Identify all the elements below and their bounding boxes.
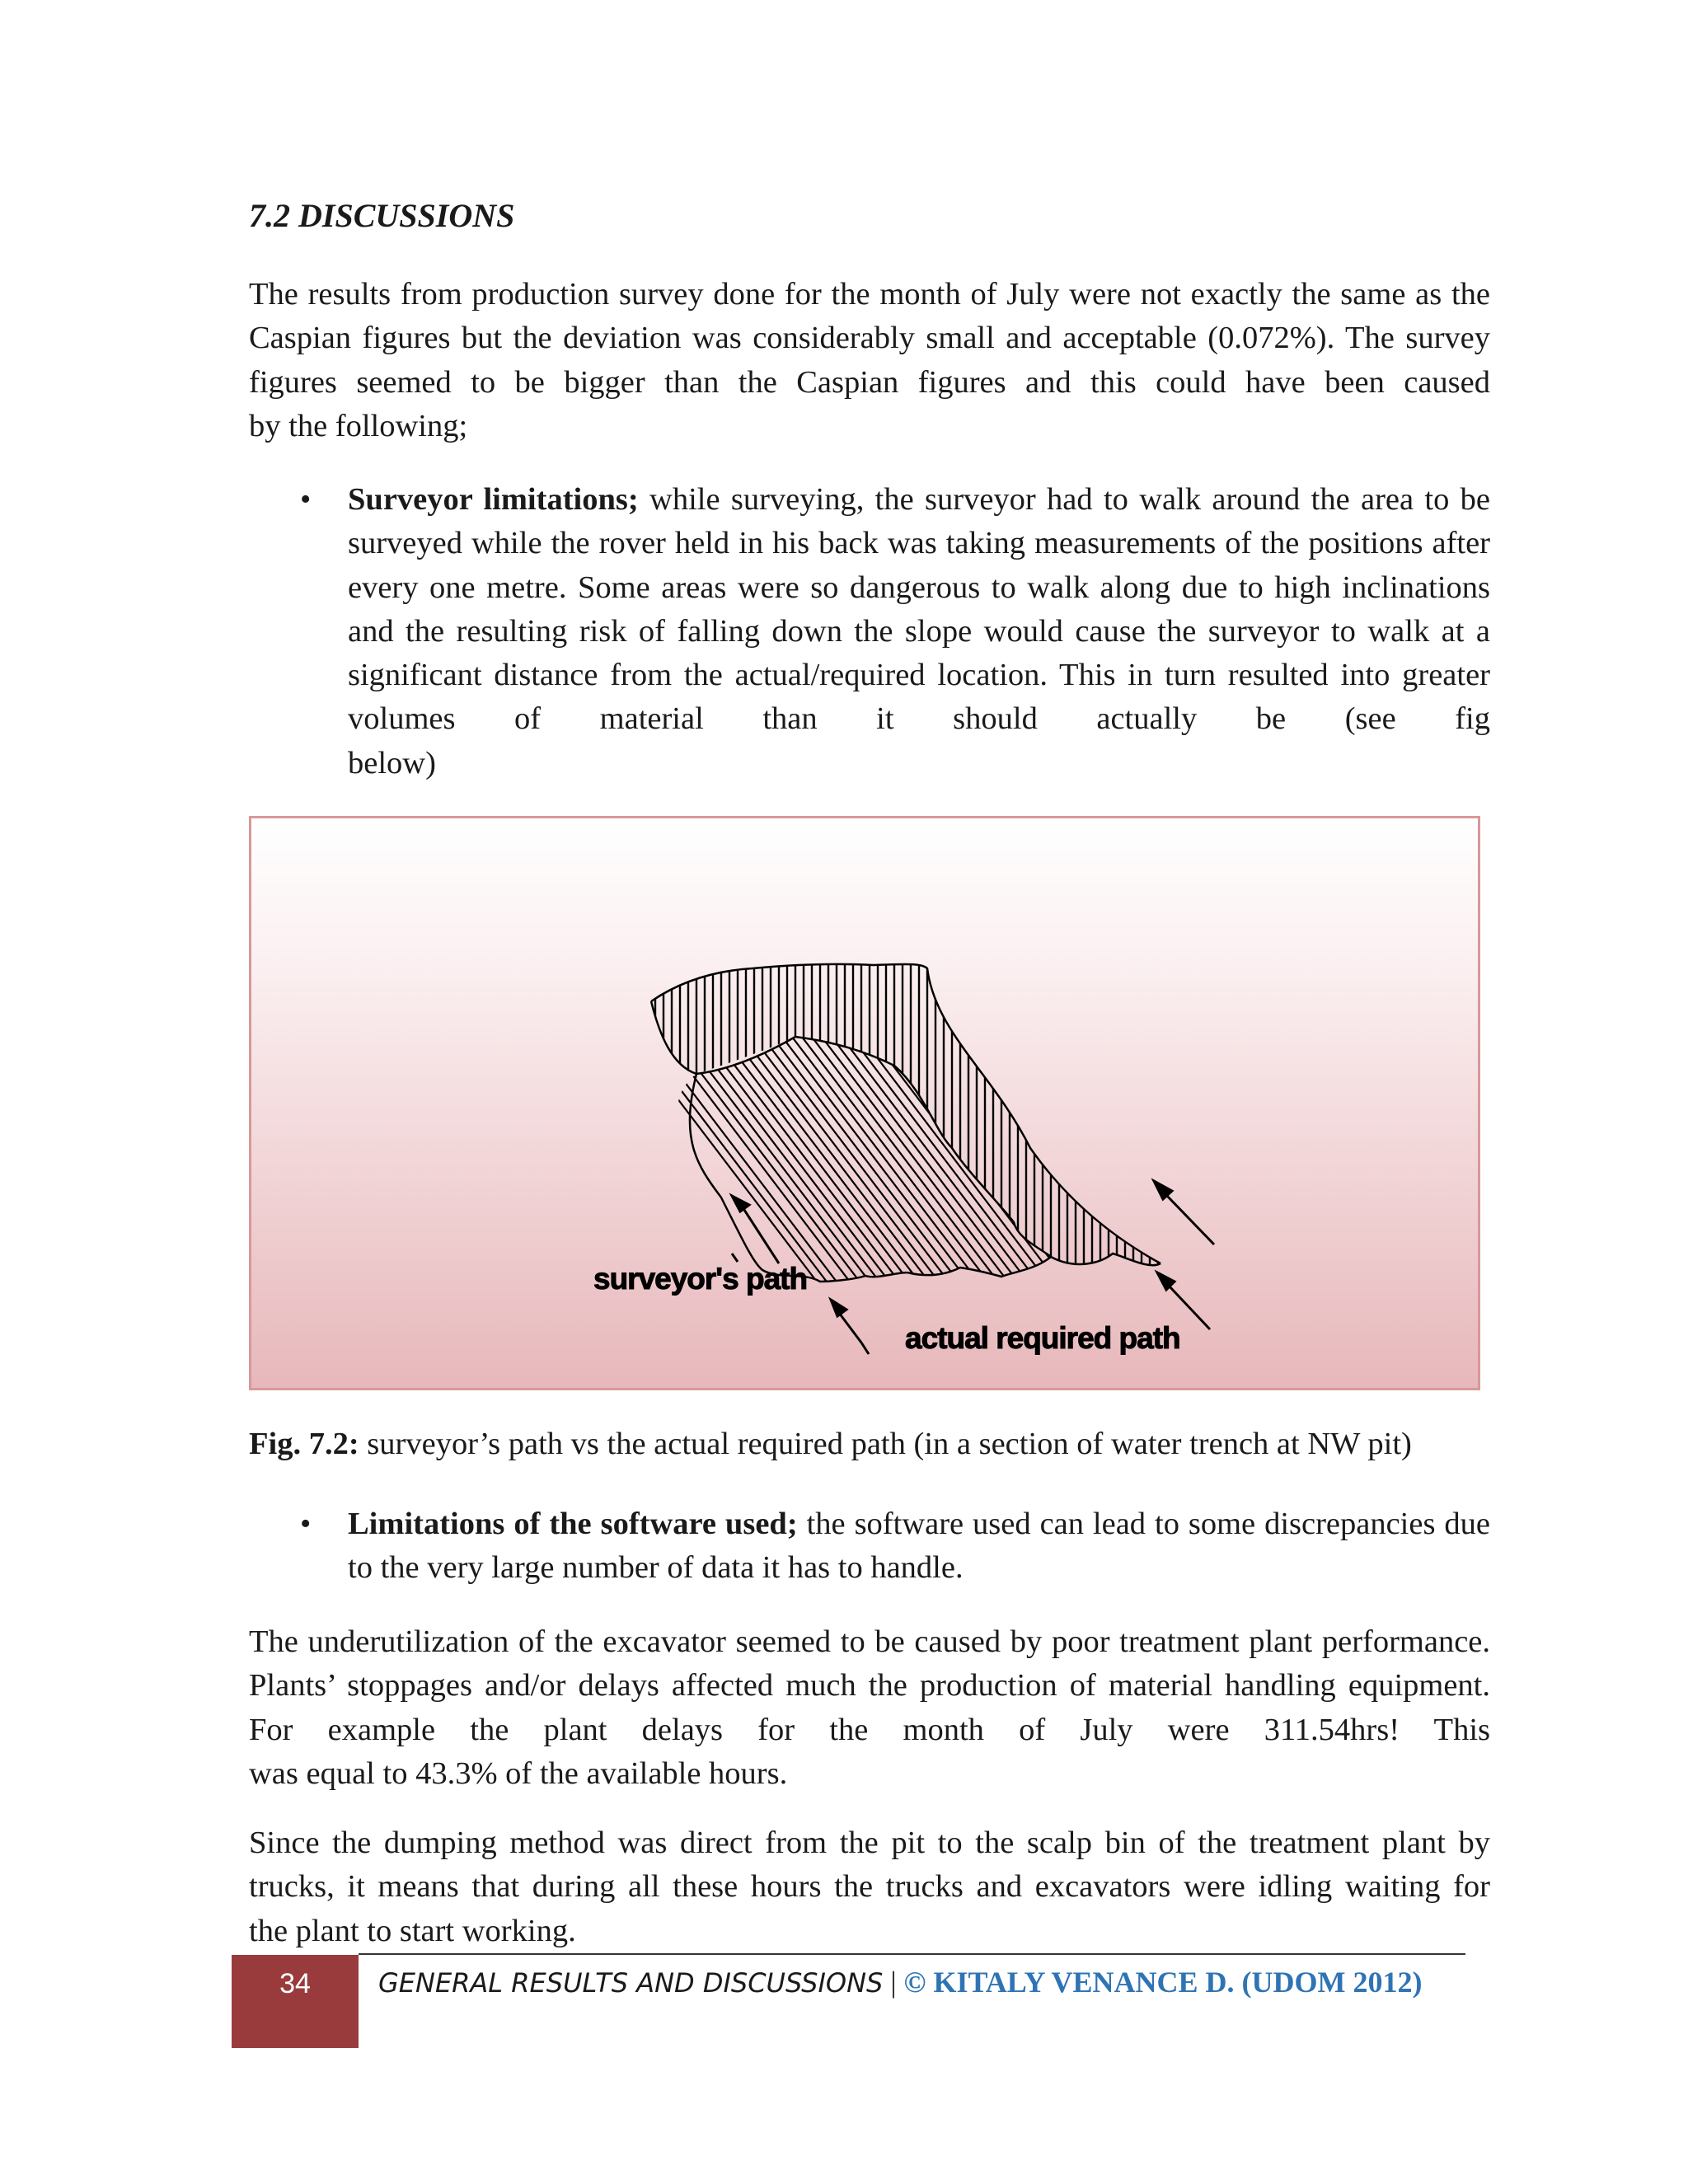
- intro-paragraph-body: The results from production survey done for the month of July were not exactly the same as the Caspian figures but the deviation was considerably small and acceptable (0.072%). The survey figures seemed to be bigger than the Caspian figures and this could have been caused: [249, 277, 1490, 400]
- section-heading: 7.2 DISCUSSIONS: [249, 197, 515, 234]
- figure-7-2: [249, 816, 1480, 1390]
- actual-path-label: actual required path: [905, 1321, 1180, 1355]
- arrow-head: [732, 1196, 749, 1212]
- bullet-text: [348, 478, 1490, 785]
- bullet-body: while surveying, the surveyor had to walk around the area to be surveyed while the rover held in his back was taking measurements of the positions after every one metre. Some areas were so dangerous to walk along due to high inclinations and the resulting risk of falling down the slope would cause the surveyor to walk at a significant distance from the actual/required location. This in turn resulted into greater volumes of material than it should actually be (see fig: [348, 482, 1490, 737]
- bullet-software-limitations: [249, 1502, 1490, 1591]
- figure-caption: [249, 1422, 1490, 1466]
- caption-text: surveyor’s path vs the actual required path (in a section of water trench at NW pit): [359, 1427, 1412, 1461]
- dumping-paragraph: [249, 1821, 1490, 1953]
- right-arrow-upper: [1166, 1195, 1214, 1244]
- intro-paragraph: [249, 273, 1490, 448]
- underutilization-paragraph: [249, 1620, 1490, 1796]
- bullet-body: the software used can lead to some discrepancies due to the very large number of data it has to handle.: [348, 1507, 1490, 1586]
- bullet-icon: •: [300, 1507, 312, 1541]
- arrow-line: [732, 1254, 738, 1262]
- intro-paragraph-last-line: by the following;: [249, 408, 468, 443]
- bullet-last-line: below): [348, 745, 436, 780]
- surveyor-path-arrow: [744, 1210, 779, 1263]
- footer-separator: |: [883, 1966, 904, 1999]
- footer-rule: [359, 1953, 1465, 1955]
- vertical-hatching: [655, 942, 1158, 1313]
- arrow-head: [831, 1300, 846, 1316]
- bullet-title: Limitations of the software used;: [348, 1507, 798, 1541]
- dumping-last-line: the plant to start working.: [249, 1913, 576, 1948]
- dumping-body: Since the dumping method was direct from the pit to the scalp bin of the treatment plant by trucks, it means that during all these hours the trucks and excavators were idling waiting for: [249, 1825, 1490, 1905]
- underutilization-body: The underutilization of the excavator seemed to be caused by poor treatment plant performance. Plants’ stoppages and/or delays affected much the production of material handling equipment. For example the plant delays for the month of July were 311.54hrs! This: [249, 1624, 1490, 1747]
- arrow-head: [1157, 1272, 1175, 1290]
- bullet-icon: •: [300, 482, 312, 517]
- surveyor-path-label: surveyor's path: [593, 1262, 808, 1296]
- footer-copyright: © KITALY VENANCE D. (UDOM 2012): [903, 1966, 1423, 1999]
- page-number: 34: [279, 1968, 311, 1999]
- footer-text: [378, 1963, 1475, 2002]
- footer-section-title: GENERAL RESULTS AND DISCUSSIONS: [378, 1967, 884, 1999]
- trench-diagram: [251, 818, 1483, 1393]
- caption-prefix: Fig. 7.2:: [249, 1427, 359, 1461]
- actual-path-arrow: [839, 1313, 861, 1343]
- bullet-title: Surveyor limitations;: [348, 482, 639, 517]
- bullet-surveyor-limitations: [249, 478, 1490, 785]
- underutilization-last-line: was equal to 43.3% of the available hours.: [249, 1755, 788, 1791]
- bullet-text: [348, 1502, 1490, 1591]
